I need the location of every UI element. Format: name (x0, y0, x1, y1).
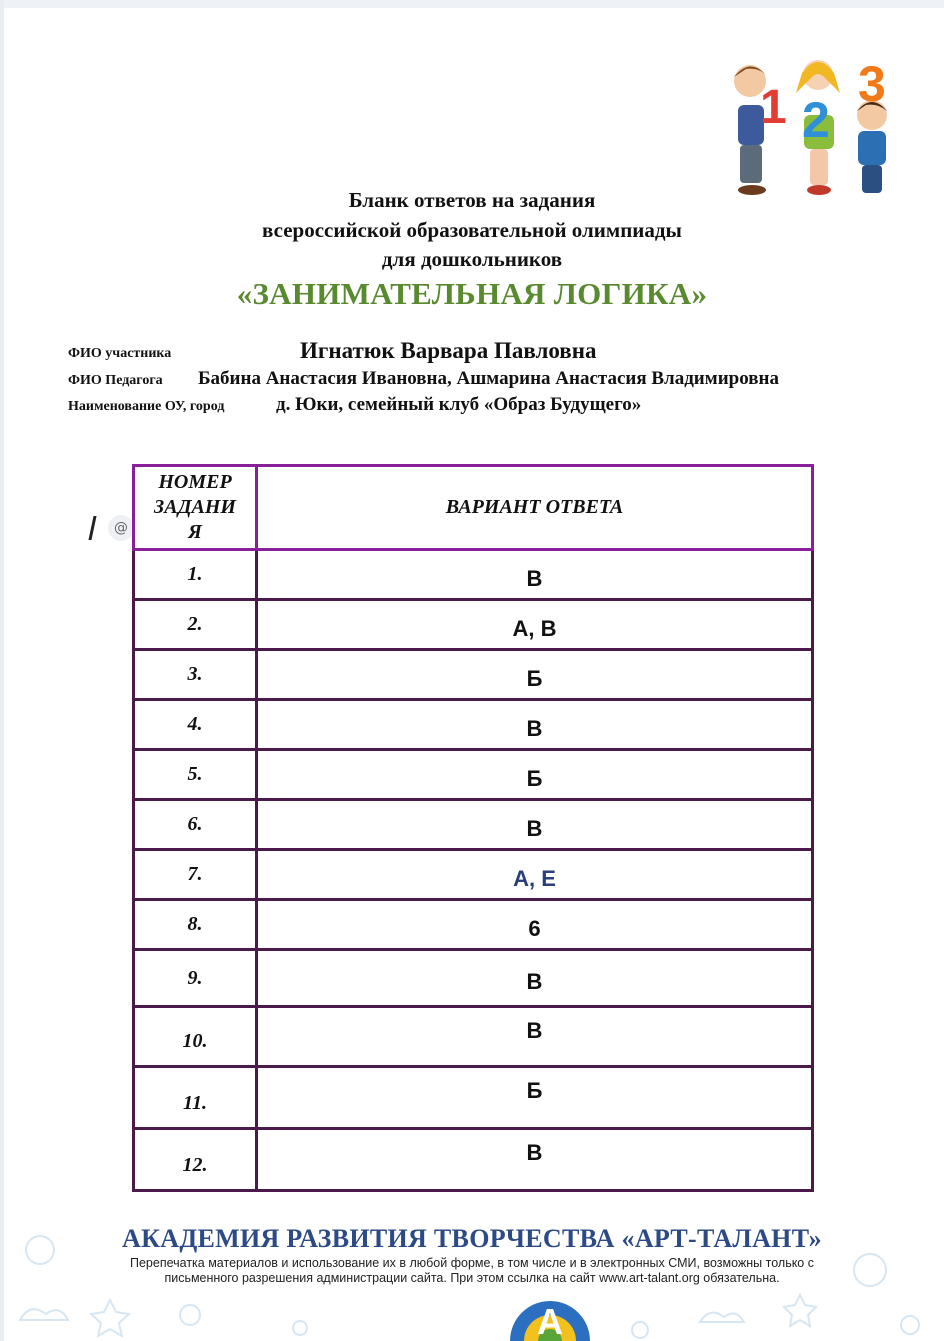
org-label: Наименование ОУ, город (68, 399, 225, 414)
form-title-line-2: всероссийской образовательной олимпиады (262, 218, 682, 242)
answer-text: Б (526, 765, 543, 791)
task-number: 9. (134, 950, 257, 1007)
header-task-number (134, 466, 257, 550)
mention-button[interactable] (108, 515, 134, 541)
task-number: 8. (134, 900, 257, 950)
answer-text: В (526, 715, 543, 741)
answer-text: А, В (512, 615, 557, 641)
answer-text: В (526, 1018, 543, 1043)
answer-cell[interactable] (257, 1129, 813, 1191)
form-title-line-1: Бланк ответов на задания (348, 188, 596, 212)
participant-label: ФИО участника (68, 346, 172, 361)
table-row (134, 800, 813, 850)
doodle-cloud (20, 1309, 68, 1320)
at-icon: @ (114, 520, 128, 536)
table-row (134, 650, 813, 700)
doodle-circle (901, 1316, 919, 1334)
table-row (134, 1007, 813, 1067)
answer-cell[interactable] (257, 550, 813, 600)
kid-1-legs (740, 145, 762, 183)
olympiad-title: «ЗАНИМАТЕЛЬНАЯ ЛОГИКА» (236, 276, 708, 311)
answer-cell[interactable] (257, 950, 813, 1007)
answer-text: В (526, 565, 543, 591)
form-title-line-3: для дошкольников (381, 247, 563, 271)
task-number: 2. (134, 600, 257, 650)
table-row (134, 850, 813, 900)
art-talant-logo (502, 1284, 598, 1341)
kid-2-legs (810, 149, 828, 185)
answer-text: А, Е (513, 865, 556, 891)
answer-cell[interactable] (257, 700, 813, 750)
doodle-cloud (700, 1313, 744, 1322)
answer-cell[interactable] (257, 850, 813, 900)
copyright-notice (90, 1256, 854, 1286)
task-number: 1. (134, 550, 257, 600)
org-name: д. Юки, семейный клуб «Образ Будущего» (276, 394, 642, 415)
task-number: 6. (134, 800, 257, 850)
kid-3-body (858, 131, 886, 165)
table-header-row (134, 466, 813, 550)
table-row (134, 1067, 813, 1129)
table-row (134, 900, 813, 950)
table-row (134, 700, 813, 750)
task-number: 7. (134, 850, 257, 900)
answer-cell[interactable] (257, 750, 813, 800)
answer-cell[interactable] (257, 900, 813, 950)
logo-letter: А (537, 1301, 563, 1341)
teacher-label: ФИО Педагога (68, 373, 163, 388)
header-task-number-line-2: ЗАДАНИ (154, 496, 236, 518)
table-row (134, 600, 813, 650)
doodle-circle (293, 1321, 307, 1335)
answer-cell[interactable] (257, 1067, 813, 1129)
doodle-circle (854, 1254, 886, 1286)
answer-text: 6 (528, 915, 541, 941)
answer-text: В (526, 815, 543, 841)
task-number: 4. (134, 700, 257, 750)
doodle-star (91, 1300, 129, 1336)
digit-2-text: 2 (802, 92, 830, 148)
doodle-star (784, 1295, 816, 1326)
answer-cell[interactable] (257, 800, 813, 850)
table-row (134, 950, 813, 1007)
top-strip (0, 0, 944, 8)
doodle-circle (180, 1305, 200, 1325)
header-task-number-line-3: Я (188, 521, 202, 543)
kids-numbers-illustration (722, 55, 904, 205)
answer-cell[interactable] (257, 1007, 813, 1067)
task-number: 12. (134, 1129, 257, 1191)
header-task-number-line-1: НОМЕР (158, 471, 232, 493)
task-number: 5. (134, 750, 257, 800)
answer-text: Б (526, 1078, 543, 1103)
table-row (134, 550, 813, 600)
digit-3-text: 3 (858, 56, 886, 112)
copyright-line-1: Перепечатка материалов и использование их в любой форме, в том числе и в электронных СМИ, возможны только с (129, 1256, 814, 1270)
participant-name: Игнатюк Варвара Павловна (300, 338, 597, 363)
academy-name: АКАДЕМИЯ РАЗВИТИЯ ТВОРЧЕСТВА «АРТ-ТАЛАНТ» (122, 1224, 822, 1253)
doodle-circle (632, 1322, 648, 1338)
task-number: 11. (134, 1067, 257, 1129)
answer-cell[interactable] (257, 650, 813, 700)
table-row (134, 1129, 813, 1191)
table-row (134, 750, 813, 800)
header-answer-variant: ВАРИАНТ ОТВЕТА (257, 466, 813, 550)
digit-1-text: 1 (760, 81, 787, 134)
answer-text: В (526, 1140, 543, 1165)
text-cursor (88, 516, 96, 540)
answer-table (132, 464, 814, 1192)
task-number: 10. (134, 1007, 257, 1067)
task-number: 3. (134, 650, 257, 700)
answer-text: Б (526, 665, 543, 691)
answer-cell[interactable] (257, 600, 813, 650)
teacher-name: Бабина Анастасия Ивановна, Ашмарина Анастасия Владимировна (198, 368, 779, 389)
copyright-line-2: письменного разрешения администрации сайта. При этом ссылка на сайт www.art-talant.org обязательна. (164, 1271, 780, 1285)
answer-text: В (526, 969, 543, 994)
